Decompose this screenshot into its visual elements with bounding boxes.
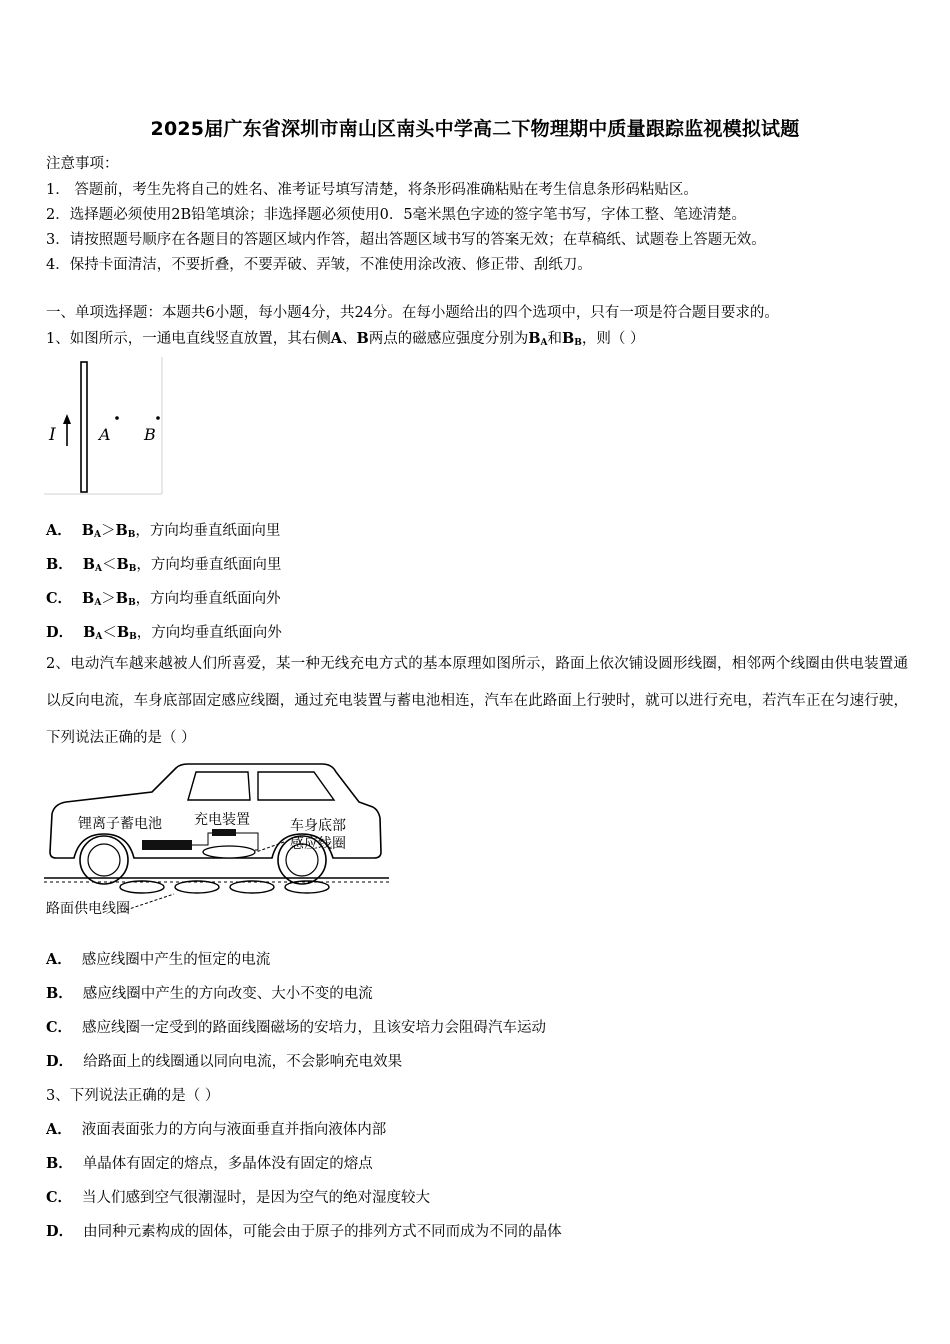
section-heading: 一、单项选择题：本题共6小题，每小题4分，共24分。在每小题给出的四个选项中，只有一项是符合题目要求的。 — [46, 305, 779, 321]
q2-option-d[interactable]: D． 给路面上的线圈通以同向电流，不会影响充电效果 — [46, 1053, 403, 1070]
road-coil-3 — [230, 881, 274, 893]
notice-item-1: 1． 答题前，考生先将自己的姓名、准考证号填写清楚，将条形码准确粘贴在考生信息条形码粘贴区。 — [46, 182, 698, 198]
current-label: I — [49, 425, 56, 445]
body-coil-label-2: 感应线圈 — [290, 836, 346, 852]
battery-label: 锂离子蓄电池 — [78, 816, 162, 832]
road-coil-1 — [120, 881, 164, 893]
q3-option-a[interactable]: A． 液面表面张力的方向与液面垂直并指向液体内部 — [46, 1121, 387, 1138]
notice-item-2: 2．选择题必须使用2B铅笔填涂；非选择题必须使用0．5毫米黑色字迹的签字笔书写，字体工整、笔迹清楚。 — [46, 207, 747, 223]
car-front-window — [188, 772, 250, 800]
exam-title: 2025届广东省深圳市南山区南头中学高二下物理期中质量跟踪监视模拟试题 — [150, 118, 800, 140]
wire-figure — [44, 354, 174, 499]
q1-option-b[interactable]: B． $B_A<B_B$，方向均垂直纸面向里 — [46, 556, 282, 574]
q3-option-c[interactable]: C． 当人们感到空气很潮湿时，是因为空气的绝对湿度较大 — [46, 1189, 431, 1206]
notice-item-4: 4．保持卡面清洁，不要折叠，不要弄破、弄皱，不准使用涂改液、修正带、刮纸刀。 — [46, 257, 592, 273]
q2-option-c[interactable]: C． 感应线圈一定受到的路面线圈磁场的安培力，且该安培力会阻碍汽车运动 — [46, 1019, 547, 1036]
q3-option-b[interactable]: B． 单晶体有固定的熔点，多晶体没有固定的熔点 — [46, 1155, 373, 1172]
question-2-stem: 2、电动汽车越来越被人们所喜爱，某一种无线充电方式的基本原理如图所示，路面上依次铺设圆形线圈，相邻两个线圈由供电装置通以反向电流，车身底部固定感应线圈，通过充电装置与蓄电池相连，汽车在此路面上行驶时，就可以进行充电，若汽车正在匀速行驶，下列说法正确的是（ ） — [46, 656, 908, 746]
road-coil-pointer — [126, 894, 174, 910]
charger-block — [212, 829, 236, 836]
question-1-stem: 1、如图所示，一通电直线竖直放置，其右侧A、B两点的磁感应强度分别为$B_A$和$B_B$，则（ ） — [46, 330, 645, 348]
point-b-dot — [156, 416, 160, 420]
car-rear-window — [258, 772, 334, 800]
battery-block — [142, 840, 192, 850]
battery-wire — [192, 833, 212, 845]
road-coil-2 — [175, 881, 219, 893]
q1-option-c[interactable]: C． $B_A>B_B$，方向均垂直纸面向外 — [46, 590, 281, 608]
q1-option-d[interactable]: D． $B_A<B_B$，方向均垂直纸面向外 — [46, 624, 282, 642]
car-induction-coil — [203, 846, 255, 858]
question-3-stem: 3、下列说法正确的是（ ） — [46, 1088, 220, 1104]
q2-option-a[interactable]: A． 感应线圈中产生的恒定的电流 — [46, 951, 271, 968]
current-arrow-icon — [63, 414, 71, 424]
q1-option-a[interactable]: A． $B_A>B_B$，方向均垂直纸面向里 — [46, 522, 281, 540]
q2-option-b[interactable]: B． 感应线圈中产生的方向改变、大小不变的电流 — [46, 985, 373, 1002]
point-a-dot — [115, 416, 119, 420]
road-coil-label: 路面供电线圈 — [46, 901, 130, 917]
charger-label: 充电装置 — [194, 812, 250, 828]
notice-item-3: 3．请按照题号顺序在各题目的答题区域内作答，超出答题区域书写的答案无效；在草稿纸、试题卷上答题无效。 — [46, 232, 766, 248]
point-b-label: B — [144, 425, 156, 444]
notice-heading: 注意事项： — [46, 156, 119, 172]
car-charging-figure — [44, 760, 389, 920]
point-a-label: A — [99, 425, 111, 444]
q3-option-d[interactable]: D． 由同种元素构成的固体，可能会由于原子的排列方式不同而成为不同的晶体 — [46, 1223, 562, 1240]
straight-wire — [81, 362, 87, 492]
body-coil-label-1: 车身底部 — [290, 818, 346, 834]
car-front-wheel — [80, 836, 128, 884]
